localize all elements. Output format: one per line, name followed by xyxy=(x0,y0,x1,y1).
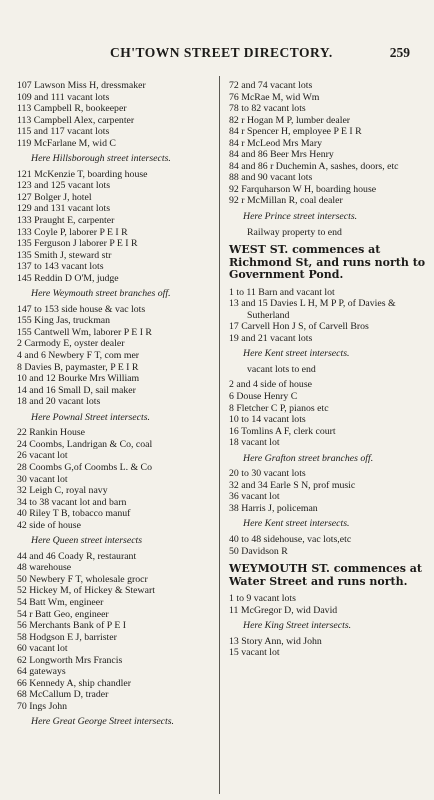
directory-entry: 135 Smith J, steward str xyxy=(17,249,112,261)
directory-entry: 58 Hodgson E J, barrister xyxy=(17,631,117,643)
street-heading: WEYMOUTH ST. commences at Water Street and runs north. xyxy=(229,562,422,588)
directory-entry: 127 Bolger J, hotel xyxy=(17,191,92,203)
directory-entry: 19 and 21 vacant lots xyxy=(229,332,313,344)
cross-street-note: Here King Street intersects. xyxy=(243,620,352,632)
directory-entry: 18 and 20 vacant lots xyxy=(17,396,101,408)
directory-entry: 6 Douse Henry C xyxy=(229,390,298,402)
cross-street-note: Here Pownal Street intersects. xyxy=(31,411,150,423)
directory-entry: 2 Carmody E, oyster dealer xyxy=(17,338,125,350)
directory-entry: 88 and 90 vacant lots xyxy=(229,172,313,184)
directory-entry: 145 Reddin D O'M, judge xyxy=(17,272,119,284)
directory-entry: 84 and 86 r Duchemin A, sashes, doors, etc xyxy=(229,160,399,172)
directory-entry: 78 to 82 vacant lots xyxy=(229,103,306,115)
directory-entry: 15 vacant lot xyxy=(229,647,280,659)
directory-entry: 135 Ferguson J laborer P E I R xyxy=(17,238,138,250)
directory-entry: 30 vacant lot xyxy=(17,473,68,485)
directory-entry: 52 Hickey M, of Hickey & Stewart xyxy=(17,585,155,597)
page-title: CH'TOWN STREET DIRECTORY. xyxy=(110,45,333,60)
directory-entry: 38 Harris J, policeman xyxy=(229,502,318,514)
directory-entry: 72 and 74 vacant lots xyxy=(229,80,313,91)
page-header xyxy=(0,0,434,64)
directory-entry: 32 Leigh C, royal navy xyxy=(17,485,108,497)
directory-entry: 64 gateways xyxy=(17,666,66,678)
directory-entry: 20 to 30 vacant lots xyxy=(229,468,306,480)
directory-entry: 42 side of house xyxy=(17,519,81,531)
cross-street-note: Here Grafton street branches off. xyxy=(243,452,374,464)
directory-entry: 16 Tomlins A F, clerk court xyxy=(229,425,336,437)
directory-entry: 56 Merchants Bank of P E I xyxy=(17,620,127,632)
directory-entry: 115 and 117 vacant lots xyxy=(17,126,110,138)
directory-entry: 36 vacant lot xyxy=(229,491,280,503)
directory-entry: 10 and 12 Bourke Mrs William xyxy=(17,373,140,385)
cross-street-note: Here Kent street intersects. xyxy=(243,518,350,530)
directory-entry: 129 and 131 vacant lots xyxy=(17,203,111,215)
directory-entry: 44 and 46 Coady R, restaurant xyxy=(17,550,137,562)
directory-entry: 133 Praught E, carpenter xyxy=(17,215,115,227)
directory-entry: 62 Longworth Mrs Francis xyxy=(17,654,123,666)
directory-entry: 109 and 111 vacant lots xyxy=(17,91,110,103)
directory-entry: 1 to 11 Barn and vacant lot xyxy=(229,286,335,298)
directory-entry: 14 and 16 Small D, sail maker xyxy=(17,384,136,396)
directory-entry: 24 Coombs, Landrigan & Co, coal xyxy=(17,438,153,450)
directory-entry: 28 Coombs G,of Coombs L. & Co xyxy=(17,461,152,473)
directory-entry: 84 and 86 Beer Mrs Henry xyxy=(229,149,334,161)
directory-entry: 84 r Spencer H, employee P E I R xyxy=(229,126,362,138)
directory-entry: 92 r McMillan R, coal dealer xyxy=(229,195,343,207)
directory-entry: 2 and 4 side of house xyxy=(229,379,312,391)
street-heading: WEST ST. commences at Richmond St, and runs north to Government Pond. xyxy=(229,243,426,282)
directory-entry: 121 McKenzie T, boarding house xyxy=(17,168,148,180)
directory-entry: 84 r McLeod Mrs Mary xyxy=(229,137,323,149)
left-column xyxy=(17,80,215,732)
directory-entry: 50 Davidson R xyxy=(229,545,288,557)
directory-note: vacant lots to end xyxy=(247,363,316,375)
directory-entry: 40 to 48 sidehouse, vac lots,etc xyxy=(229,534,352,545)
directory-entry: 32 and 34 Earle S N, prof music xyxy=(229,479,356,491)
directory-entry: 34 to 38 vacant lot and barn xyxy=(17,496,127,508)
directory-entry: 60 vacant lot xyxy=(17,643,68,655)
directory-entry: 13 Story Ann, wid John xyxy=(229,635,322,647)
directory-entry: 133 Coyle P, laborer P E I R xyxy=(17,226,128,238)
directory-entry: 155 King Jas, truckman xyxy=(17,315,111,327)
directory-entry: 68 McCallum D, trader xyxy=(17,689,109,701)
page-number: 259 xyxy=(389,45,410,60)
column-divider xyxy=(219,76,220,794)
directory-entry: 13 and 15 Davies L H, M P P, of Davies & Sutherland xyxy=(229,298,396,321)
directory-entry: 17 Carvell Hon J S, of Carvell Bros xyxy=(229,321,369,333)
directory-entry: 22 Rankin House xyxy=(17,427,86,439)
directory-entry: 18 vacant lot xyxy=(229,437,280,449)
directory-entry: 4 and 6 Newbery F T, com mer xyxy=(17,350,140,362)
directory-entry: 1 to 9 vacant lots xyxy=(229,593,296,605)
right-column xyxy=(229,80,427,659)
directory-entry: 26 vacant lot xyxy=(17,450,68,462)
directory-entry: 119 McFarlane M, wid C xyxy=(17,137,116,149)
directory-entry: 92 Farquharson W H, boarding house xyxy=(229,183,377,195)
directory-entry: 40 Riley T B, tobacco manuf xyxy=(17,508,131,520)
directory-entry: 11 McGregor D, wid David xyxy=(229,604,338,616)
directory-entry: 50 Newbery F T, wholesale grocr xyxy=(17,573,148,585)
cross-street-note: Here Queen street intersects xyxy=(31,535,143,547)
cross-street-note: Here Kent street intersects. xyxy=(243,348,350,360)
directory-entry: 66 Kennedy A, ship chandler xyxy=(17,677,131,689)
directory-entry: 137 to 143 vacant lots xyxy=(17,261,104,273)
directory-entry: 54 Batt Wm, engineer xyxy=(17,596,104,608)
directory-entry: 70 Ings John xyxy=(17,700,68,712)
cross-street-note: Here Weymouth street branches off. xyxy=(31,288,171,300)
cross-street-note: Here Prince street intersects. xyxy=(243,211,358,223)
directory-entry: 8 Davies B, paymaster, P E I R xyxy=(17,361,139,373)
directory-entry: 82 r Hogan M P, lumber dealer xyxy=(229,114,351,126)
directory-entry: 155 Cantwell Wm, laborer P E I R xyxy=(17,326,152,338)
directory-entry: 48 warehouse xyxy=(17,562,72,574)
directory-entry: 123 and 125 vacant lots xyxy=(17,180,111,192)
directory-entry: 107 Lawson Miss H, dressmaker xyxy=(17,80,146,91)
directory-entry: 113 Campbell R, bookeeper xyxy=(17,103,127,115)
directory-entry: 54 r Batt Geo, engineer xyxy=(17,608,109,620)
directory-entry: 10 to 14 vacant lots xyxy=(229,414,306,426)
directory-entry: 113 Campbell Alex, carpenter xyxy=(17,114,135,126)
directory-entry: 76 McRae M, wid Wm xyxy=(229,91,320,103)
directory-entry: 147 to 153 side house & vac lots xyxy=(17,303,146,315)
cross-street-note: Here Hillsborough street intersects. xyxy=(31,153,171,165)
cross-street-note: Here Great George Street intersects. xyxy=(31,716,175,728)
directory-entry: 8 Fletcher C P, pianos etc xyxy=(229,402,329,414)
directory-note: Railway property to end xyxy=(247,226,342,238)
